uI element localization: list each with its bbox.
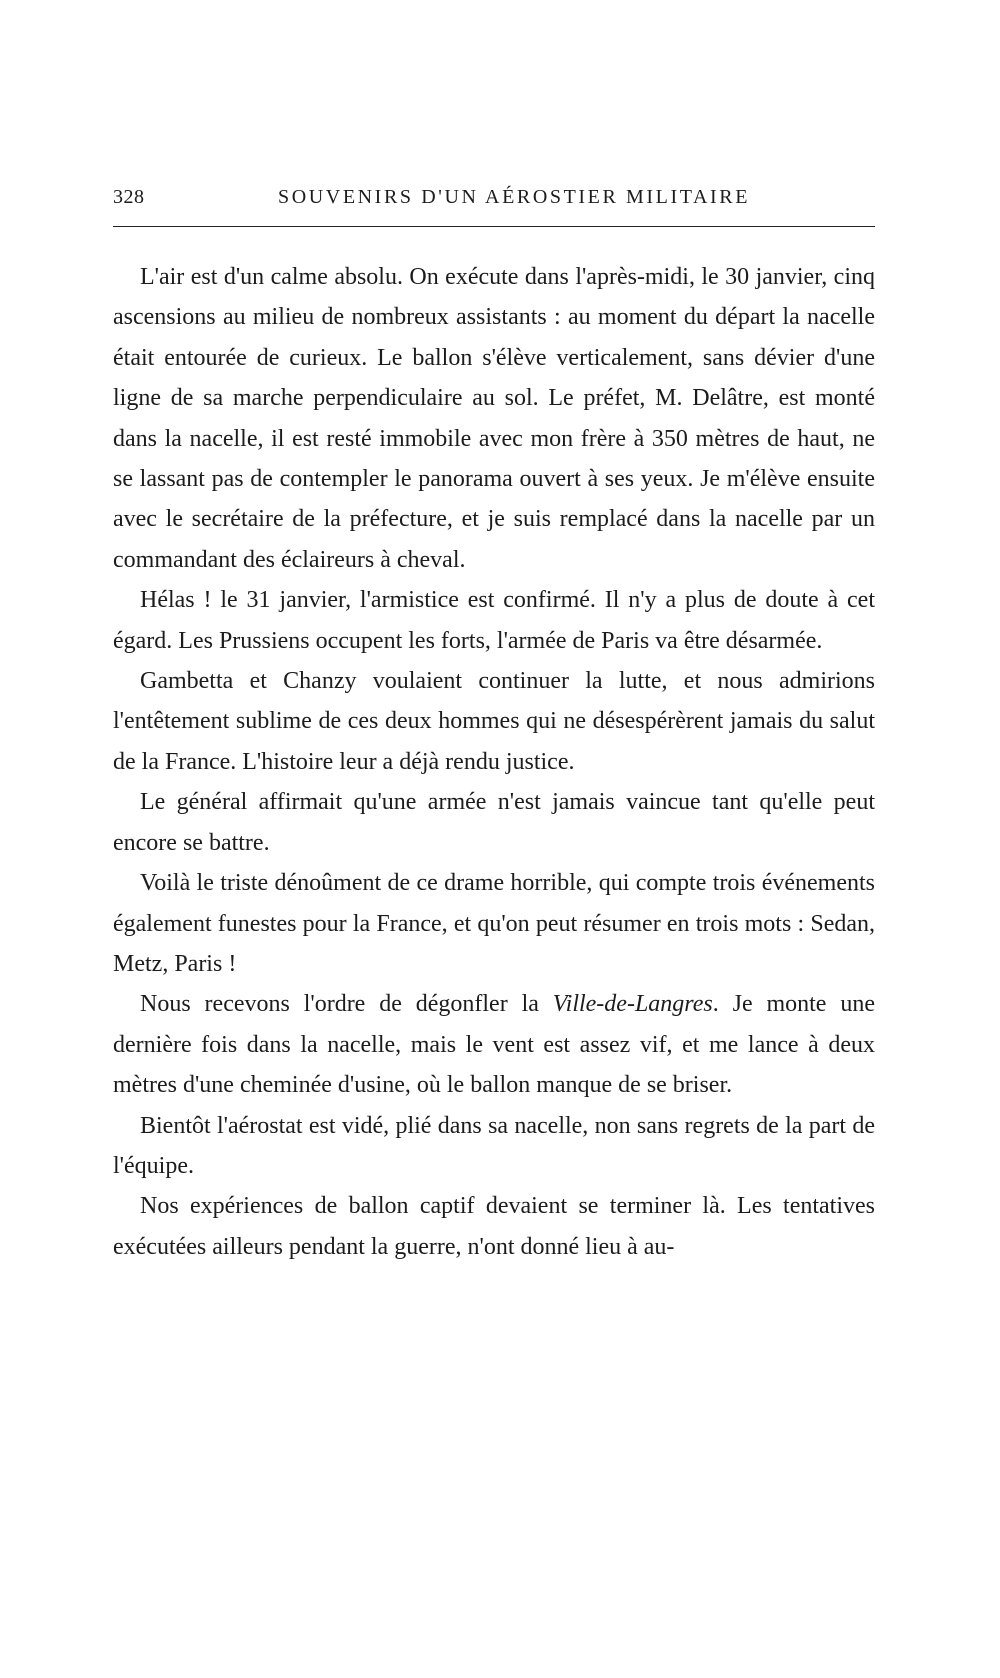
paragraph-2: Hélas ! le 31 janvier, l'armistice est confirmé. Il n'y a plus de doute à cet égard. Les Prussiens occupent les forts, l'armée de Paris va être désarmée. [113,587,875,654]
page-number: 328 [113,186,145,208]
paragraph-7: Bientôt l'aérostat est vidé, plié dans sa nacelle, non sans regrets de la part de l'équipe. [113,1112,875,1179]
running-head [113,186,875,216]
body-text [113,257,875,1267]
paragraph-8: Nos expériences de ballon captif devaient se terminer là. Les tentatives exécutées ailleurs pendant la guerre, n'ont donné lieu à au- [113,1193,875,1260]
paragraph-3: Gambetta et Chanzy voulaient continuer la lutte, et nous admirions l'entêtement sublime de ces deux hommes qui ne désespérèrent jamais du salut de la France. L'histoire leur a déjà rendu justice. [113,668,875,775]
header-rule [113,226,875,227]
paragraph-4: Le général affirmait qu'une armée n'est jamais vaincue tant qu'elle peut encore se battre. [113,789,875,856]
paragraph-5: Voilà le triste dénoûment de ce drame horrible, qui compte trois événements également funestes pour la France, et qu'on peut résumer en trois mots : Sedan, Metz, Paris ! [113,870,875,977]
balloon-name-italic: Ville-de-Langres [552,991,713,1018]
running-title: SOUVENIRS D'UN AÉROSTIER MILITAIRE [277,186,751,208]
paragraph-6-after-italic: . Je monte une dernière fois dans la nacelle, mais le vent est assez vif, et me lance à deux mètres d'une cheminée d'usine, où le ballon manque de se briser. [113,991,875,1099]
paragraph-6-before-italic: Nous recevons l'ordre de dégonfler la [140,991,553,1018]
paragraph-1: L'air est d'un calme absolu. On exécute dans l'après-midi, le 30 janvier, cinq ascensions au milieu de nombreux assistants : au moment du départ la nacelle était entourée de curieux. Le ballon s'élève verticalement, sans dévier d'une ligne de sa marche perpendiculaire au sol. Le préfet, M. Delâtre, est monté dans la nacelle, il est resté immobile avec mon frère à 350 mètres de haut, ne se lassant pas de contempler le panorama ouvert à ses yeux. Je m'élève ensuite avec le secrétaire de la préfecture, et je suis remplacé dans la nacelle par un commandant des éclaireurs à cheval. [113,264,875,573]
paragraph-6 [113,984,875,1105]
